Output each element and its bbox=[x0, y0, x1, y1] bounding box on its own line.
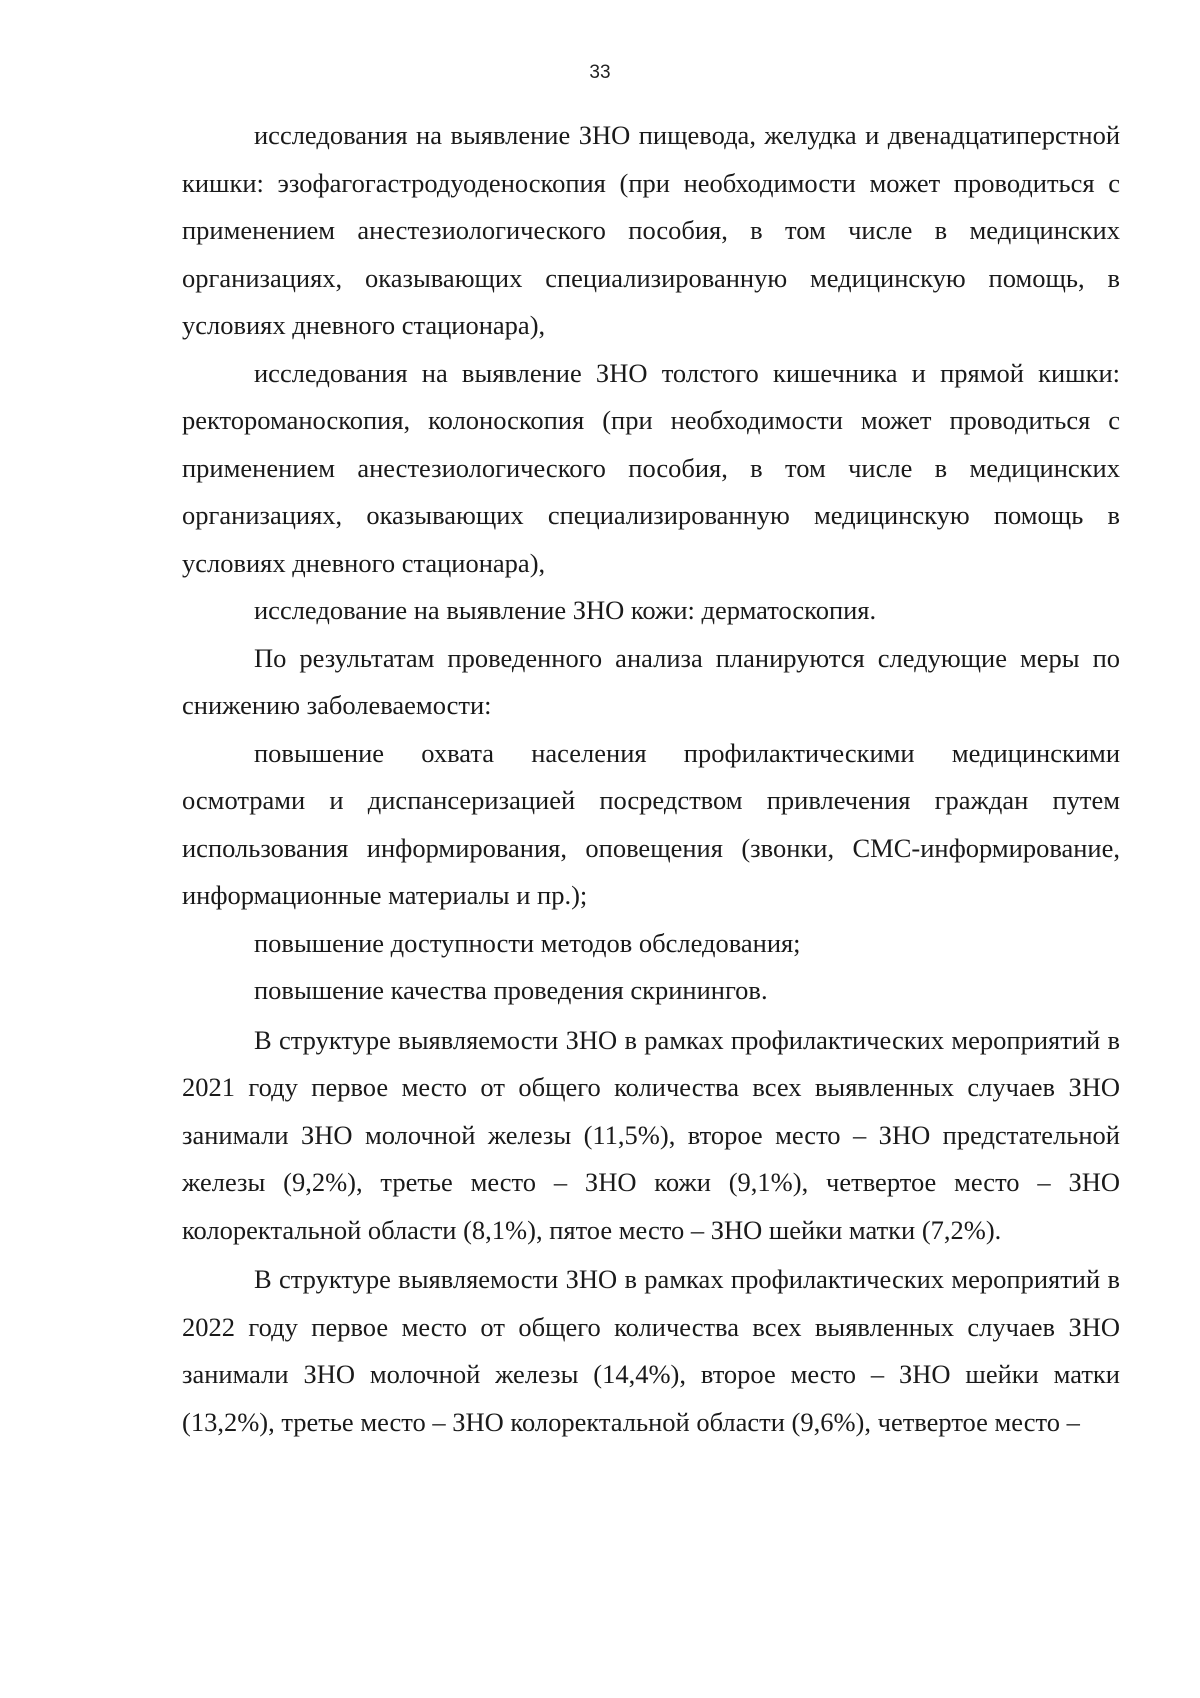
document-body bbox=[182, 112, 1120, 1446]
page-number: 33 bbox=[589, 62, 611, 83]
paragraph-skin-screening: исследование на выявление ЗНО кожи: дерматоскопия. bbox=[254, 595, 877, 625]
paragraph-planned-measures: По результатам проведенного анализа планируются следующие меры по снижению заболеваемости: bbox=[182, 642, 1120, 720]
paragraph-esophagus-screening: исследования на выявление ЗНО пищевода, желудка и двенадцатиперстной кишки: эзофагогастродуоденоскопия (при необходимости может проводиться с применением анестезиологического пособия, в том числе в медицинских организациях, оказывающих специализированную медицинскую помощь, в условиях дневного стационара), bbox=[182, 120, 1120, 340]
paragraph-structure-2022: В структуре выявляемости ЗНО в рамках профилактических мероприятий в 2022 году первое место от общего количества всех выявленных случаев ЗНО занимали ЗНО молочной железы (14,4%), второе место – ЗНО шейки матки (13,2%), третье место – ЗНО колоректальной области (9,6%), четвертое место – bbox=[182, 1264, 1120, 1437]
paragraph-structure-2021: В структуре выявляемости ЗНО в рамках профилактических мероприятий в 2021 году первое место от общего количества всех выявленных случаев ЗНО занимали ЗНО молочной железы (11,5%), второе место – ЗНО предстательной железы (9,2%), третье место – ЗНО кожи (9,1%), четвертое место – ЗНО колоректальной области (8,1%), пятое место – ЗНО шейки матки (7,2%). bbox=[182, 1024, 1120, 1245]
paragraph-accessibility-increase: повышение доступности методов обследования; bbox=[254, 927, 801, 958]
paragraph-colon-screening: исследования на выявление ЗНО толстого кишечника и прямой кишки: ректороманоскопия, колоноскопия (при необходимости может проводиться с применением анестезиологического пособия, в том числе в медицинских организациях, оказывающих специализированную медицинскую помощь в условиях дневного стационара), bbox=[182, 357, 1120, 578]
paragraph-coverage-increase: повышение охвата населения профилактическими медицинскими осмотрами и диспансеризацией посредством привлечения граждан путем использования информирования, оповещения (звонки, СМС-информирование, информационные материалы и пр.); bbox=[182, 737, 1120, 910]
paragraph-quality-increase: повышение качества проведения скринингов. bbox=[254, 975, 768, 1005]
